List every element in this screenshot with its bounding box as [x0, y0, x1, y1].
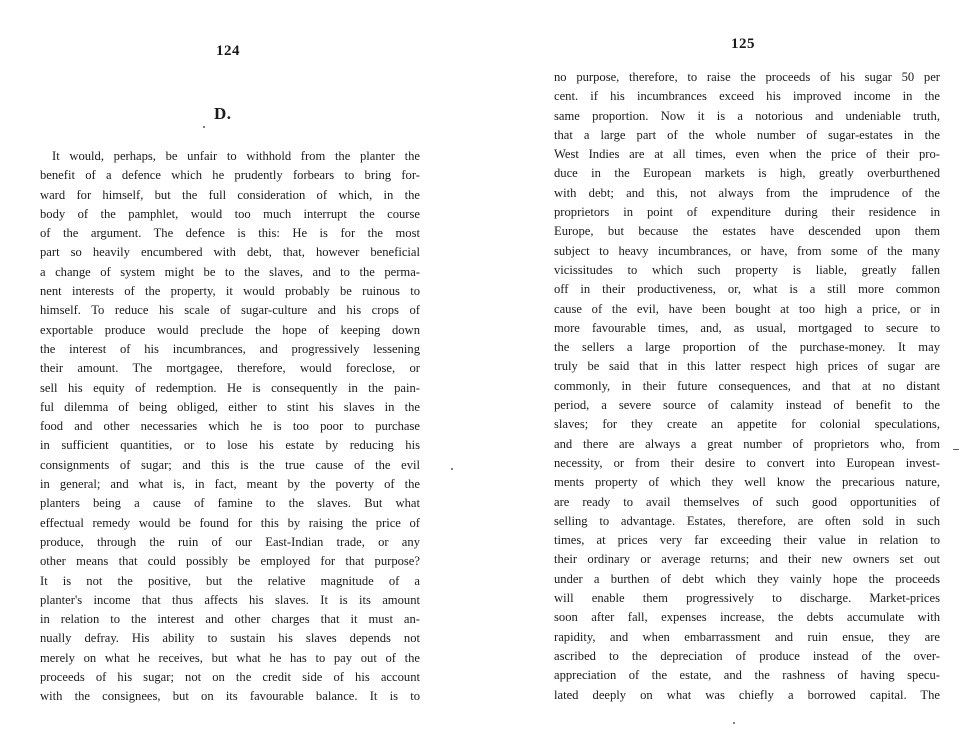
text-line: their ordinary or average returns; and their new owners set out — [554, 552, 940, 567]
text-line: appreciation of the estate, and the rashness of having specu- — [554, 668, 940, 683]
text-line: cent. if his incumbrances exceed his improved income in the — [554, 89, 940, 104]
print-speck — [733, 722, 735, 724]
text-line: part so heavily encumbered with debt, that, however beneficial — [40, 245, 420, 260]
text-line: West Indies are at all times, even when the price of their pro- — [554, 147, 940, 162]
text-line: commonly, in their future consequences, and that at no distant — [554, 378, 940, 393]
text-line: vicissitudes to which such property is liable, greatly fallen — [554, 262, 940, 277]
text-line: proprietors in point of expenditure during their residence in — [554, 205, 940, 220]
text-line: off in their productiveness, or, what is a still more common — [554, 282, 940, 297]
text-line: It is not the positive, but the relative magnitude of a — [40, 573, 420, 588]
text-line: ful dilemma of being obliged, either to stint his slaves in the — [40, 399, 420, 414]
text-line: produce, through the ruin of our East-Indian trade, or any — [40, 534, 420, 549]
text-line: ward for himself, but the full consideration of which, in the — [40, 187, 420, 202]
text-line: that a large part of the whole number of sugar-estates in the — [554, 127, 940, 142]
text-line: planter's income that thus affects his slaves. It is its amount — [40, 592, 420, 607]
text-line: sell his equity of redemption. He is consequently in the pain- — [40, 380, 420, 395]
text-line: in general; and what is, in fact, meant by the poverty of the — [40, 477, 420, 492]
text-line: himself. To reduce his scale of sugar-culture and his crops of — [40, 303, 420, 318]
text-line: more favourable times, and, as usual, mortgaged to secure to — [554, 320, 940, 335]
text-line: lated deeply on what was chiefly a borrowed capital. The — [554, 687, 940, 702]
text-line: exportable produce would preclude the hope of keeping down — [40, 322, 420, 337]
text-line: slaves; for they create an appetite for colonial speculations, — [554, 417, 940, 432]
text-line: soon after fall, expenses increase, the debts accumulate with — [554, 610, 940, 625]
text-line: proceeds of his sugar; not on the credit side of his account — [40, 670, 420, 685]
text-line: duce in the European markets is high, greatly overburthened — [554, 166, 940, 181]
right-page-text — [554, 68, 940, 705]
text-line: subject to heavy incumbrances, or have, from some of the many — [554, 243, 940, 258]
text-line: in relation to the interest and other charges that it must an- — [40, 612, 420, 627]
print-speck — [451, 468, 453, 470]
text-line: times, at prices very far exceeding their value in relation to — [554, 533, 940, 548]
text-line: ments property of which they well know the precarious nature, — [554, 475, 940, 490]
text-line: nent interests of the property, it would probably be ruinous to — [40, 284, 420, 299]
left-page-number: 124 — [216, 43, 240, 59]
text-line: merely on what he receives, but what he has to pay out of the — [40, 650, 420, 665]
text-line: will enable them progressively to discharge. Market-prices — [554, 591, 940, 606]
print-speck — [953, 449, 959, 450]
text-line: the interest of his incumbrances, and progressively lessening — [40, 341, 420, 356]
section-heading: D. — [214, 104, 232, 123]
text-line: period, a severe source of calamity instead of benefit to the — [554, 398, 940, 413]
text-line: body of the pamphlet, would too much interrupt the course — [40, 206, 420, 221]
text-line: rapidity, and when embarrassment and ruin ensue, they are — [554, 629, 940, 644]
right-page-number: 125 — [731, 36, 755, 52]
text-line: their amount. The mortgagee, therefore, would foreclose, or — [40, 361, 420, 376]
text-line: Europe, but because the estates have descended upon them — [554, 224, 940, 239]
text-line: same proportion. Now it is a notorious and undeniable truth, — [554, 108, 940, 123]
text-line: selling to advantage. Estates, therefore, are often sold in such — [554, 513, 940, 528]
text-line: It would, perhaps, be unfair to withhold from the planter the — [52, 149, 420, 163]
text-line: nually defray. His ability to sustain his slaves depends not — [40, 631, 420, 646]
text-line: food and other necessaries which he is too poor to purchase — [40, 419, 420, 434]
text-line: in sufficient quantities, or to lose his estate by reducing his — [40, 438, 420, 453]
left-page-text — [40, 147, 420, 707]
text-line: ascribed to the depreciation of produce instead of the over- — [554, 648, 940, 663]
text-line: under a burthen of debt which they vainly hope the proceeds — [554, 571, 940, 586]
text-line: a change of system might be to the slaves, and to the perma- — [40, 264, 420, 279]
text-line: with debt; and this, not always from the imprudence of the — [554, 185, 940, 200]
text-line: necessity, or from their desire to convert into European invest- — [554, 455, 940, 470]
print-speck — [203, 126, 205, 128]
text-line: and there are always a great number of proprietors who, from — [554, 436, 940, 451]
text-line: are ready to avail themselves of such good opportunities of — [554, 494, 940, 509]
text-line: cause of the evil, have been bought at too high a price, or in — [554, 301, 940, 316]
text-line: the sellers a large proportion of the purchase-money. It may — [554, 340, 940, 355]
text-line: no purpose, therefore, to raise the proceeds of his sugar 50 per — [554, 70, 940, 84]
text-line: truly be said that in this latter respect high prices of sugar are — [554, 359, 940, 374]
text-line: effectual remedy would be found for this by raising the price of — [40, 515, 420, 530]
right-page — [490, 0, 980, 740]
text-line: planters being a cause of famine to the slaves. But what — [40, 496, 420, 511]
text-line: other means that could possibly be employed for that purpose? — [40, 554, 420, 569]
text-line: consignments of sugar; and this is the true cause of the evil — [40, 457, 420, 472]
text-line: benefit of a defence which he prudently forbears to bring for- — [40, 168, 420, 183]
text-line: with the consignees, but on its favourable balance. It is to — [40, 689, 420, 704]
text-line: of the argument. The defence is this: He is for the most — [40, 226, 420, 241]
